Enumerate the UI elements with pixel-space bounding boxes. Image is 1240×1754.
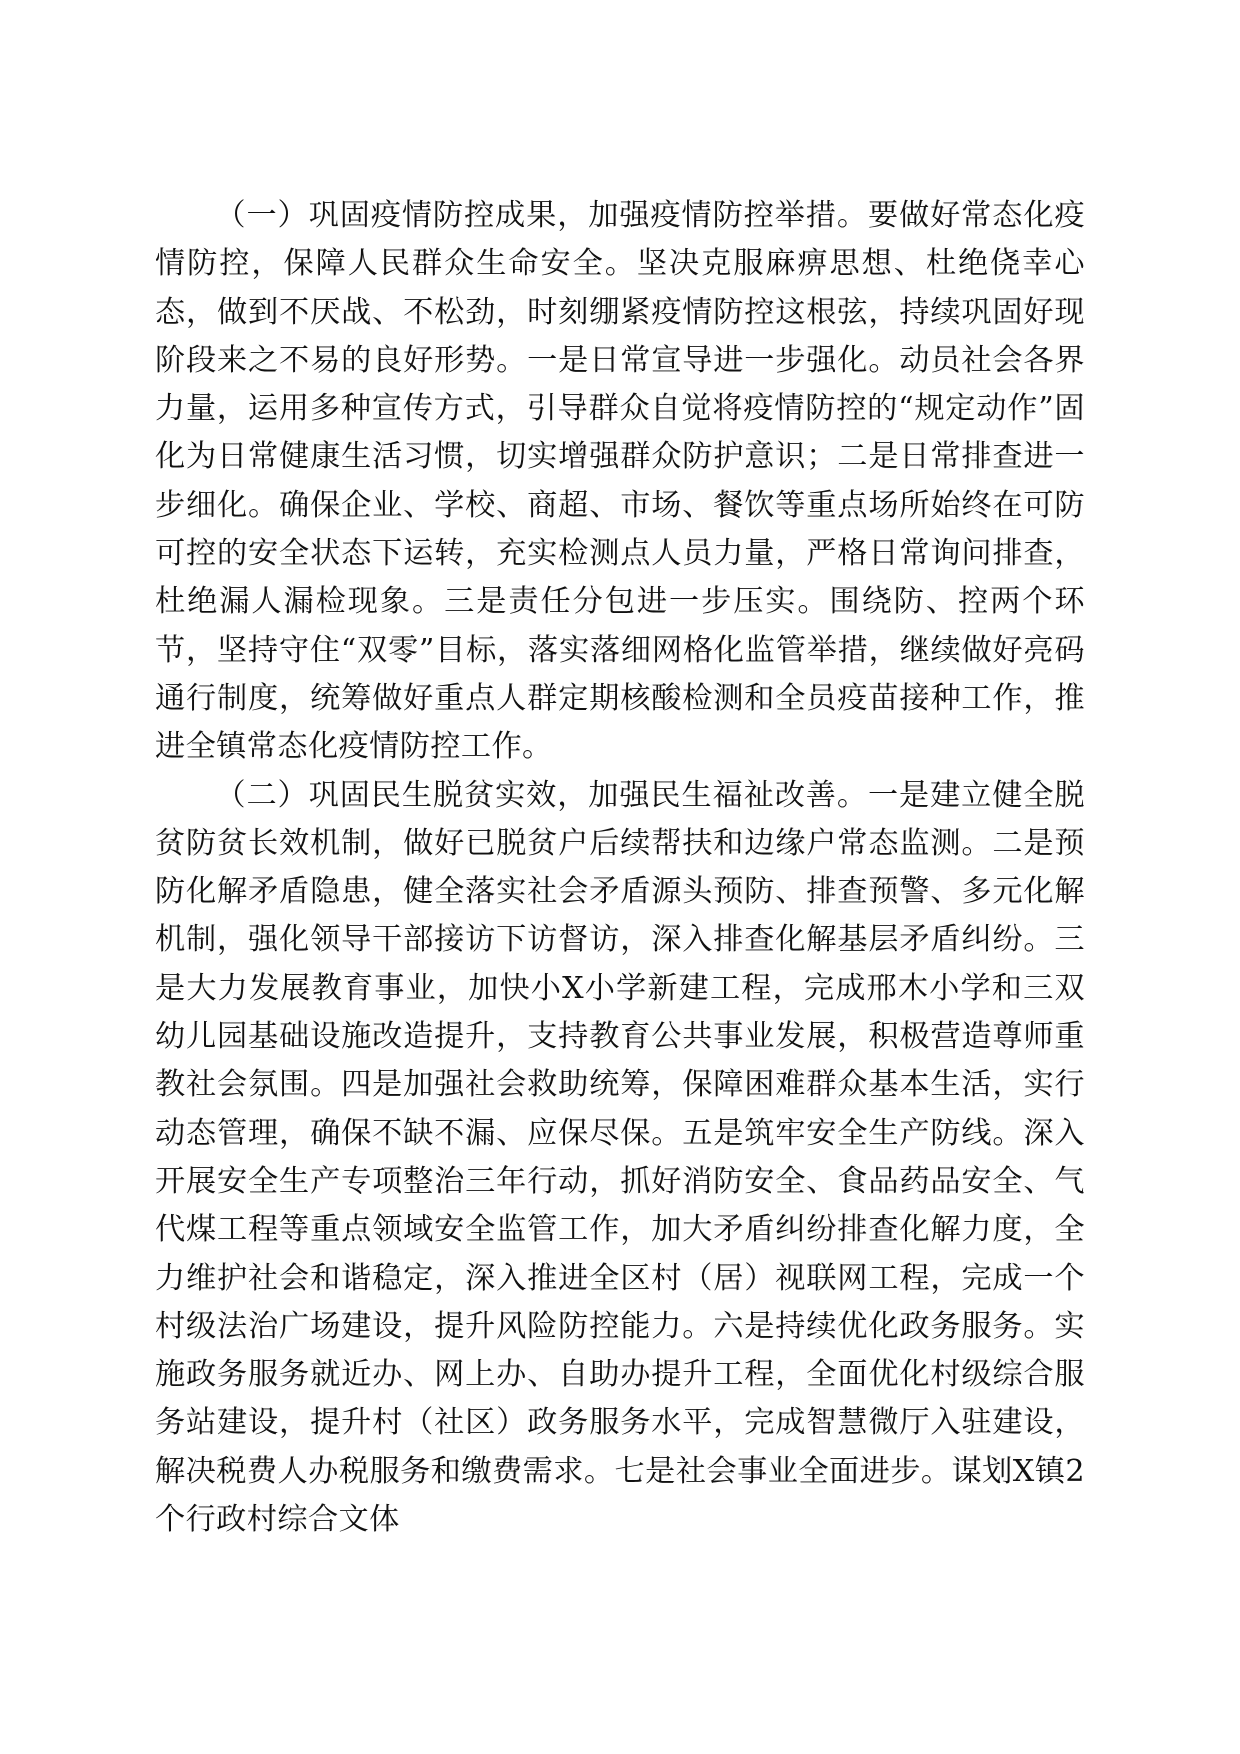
paragraph-epidemic-prevention <box>155 192 1085 772</box>
paragraph-livelihood <box>155 772 1085 1545</box>
paragraph-body: 一是建立健全脱贫防贫长效机制，做好已脱贫户后续帮扶和边缘户常态监测。二是预防化解矛盾隐患，健全落实社会矛盾源头预防、排查预警、多元化解机制，强化领导干部接访下访督访，深入排查化解基层矛盾纠纷。三是大力发展教育事业，加快小X小学新建工程，完成邢木小学和三双幼儿园基础设施改造提升，支持教育公共事业发展，积极营造尊师重教社会氛围。四是加强社会救助统筹，保障困难群众基本生活，实行动态管理，确保不缺不漏、应保尽保。五是筑牢安全生产防线。深入开展安全生产专项整治三年行动，抓好消防安全、食品药品安全、气代煤工程等重点领域安全监管工作，加大矛盾纠纷排查化解力度，全力维护社会和谐稳定，深入推进全区村（居）视联网工程，完成一个村级法治广场建设，提升风险防控能力。六是持续优化政务服务。实施政务服务就近办、网上办、自助办提升工程，全面优化村级综合服务站建设，提升村（社区）政务服务水平，完成智慧微厅入驻建设，解决税费人办税服务和缴费需求。七是社会事业全面进步。谋划X镇2个行政村综合文体 <box>155 777 1085 1538</box>
paragraph-heading: （一）巩固疫情防控成果，加强疫情防控举措。 <box>215 198 868 233</box>
paragraph-heading: （二）巩固民生脱贫实效，加强民生福祉改善。 <box>215 777 868 813</box>
document-page <box>155 192 1085 1544</box>
paragraph-body: 要做好常态化疫情防控，保障人民群众生命安全。坚决克服麻痹思想、杜绝侥幸心态，做到不厌战、不松劲，时刻绷紧疫情防控这根弦，持续巩固好现阶段来之不易的良好形势。一是日常宣导进一步强化。动员社会各界力量，运用多种宣传方式，引导群众自觉将疫情防控的“规定动作”固化为日常健康生活习惯，切实增强群众防护意识；二是日常排查进一步细化。确保企业、学校、商超、市场、餐饮等重点场所始终在可防可控的安全状态下运转，充实检测点人员力量，严格日常询问排查，杜绝漏人漏检现象。三是责任分包进一步压实。围绕防、控两个环节，坚持守住“双零”目标，落实落细网格化监管举措，继续做好亮码通行制度，统筹做好重点人群定期核酸检测和全员疫苗接种工作，推进全镇常态化疫情防控工作。 <box>155 198 1085 765</box>
